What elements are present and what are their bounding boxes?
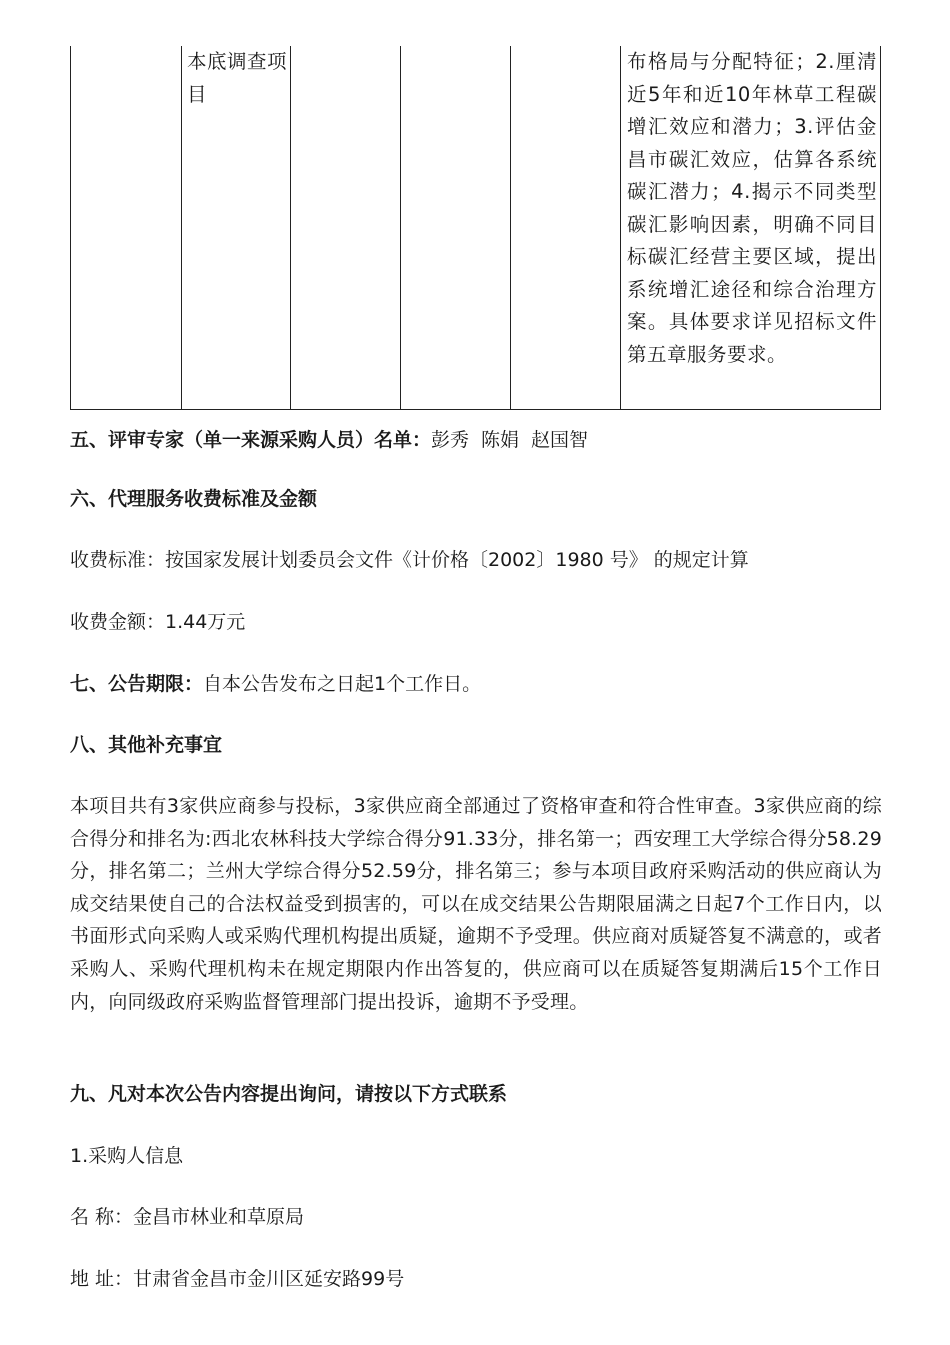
section7-paragraph [70,668,882,700]
expert-name: 赵国智 [531,429,589,451]
fee-standard: 收费标准：按国家发展计划委员会文件《计价格〔2002〕1980 号》 的规定计算 [70,549,749,571]
section8-body: 本项目共有3家供应商参与投标，3家供应商全部通过了资格审查和符合性审查。3家供应商的综合得分和排名为:西北农林科技大学综合得分91.33分，排名第一；西安理工大学综合得分58.29分，排名第二；兰州大学综合得分52.59分，排名第三；参与本项目政府采购活动的供应商认为成交结果使自己的合法权益受到损害的，可以在成交结果公告期限届满之日起7个工作日内，以书面形式向采购人或采购代理机构提出质疑，逾期不予受理。供应商对质疑答复不满意的，或者采购人、采购代理机构未在规定期限内作出答复的，供应商可以在质疑答复期满后15个工作日内，向同级政府采购监督管理部门提出投诉，逾期不予受理。 [70,795,882,1013]
requirements-cell: 布格局与分配特征；2.厘清近5年和近10年林草工程碳增汇效应和潜力；3.评估金昌市碳汇效应，估算各系统碳汇潜力；4.揭示不同类型碳汇影响因素，明确不同目标碳汇经营主要区域，提出系统增汇途径和综合治理方案。具体要求详见招标文件第五章服务要求。 [627,50,877,366]
section6-heading: 六、代理服务收费标准及金额 [70,488,318,510]
purchaser-info-title: 1.采购人信息 [70,1145,184,1167]
purchaser-name: 名 称：金昌市林业和草原局 [70,1206,305,1228]
section9-heading: 九、凡对本次公告内容提出询问，请按以下方式联系 [70,1083,508,1105]
notice-period: 自本公告发布之日起1个工作日。 [203,673,482,695]
table-col-divider [510,46,511,409]
section5-heading: 五、评审专家（单一来源采购人员）名单： [70,429,432,451]
table-col-divider [181,46,182,409]
section7-heading: 七、公告期限： [70,673,204,695]
project-table [70,46,881,410]
purchaser-address: 地 址：甘肃省金昌市金川区延安路99号 [70,1268,405,1290]
table-col-divider [620,46,621,409]
table-col-divider [290,46,291,409]
section5-paragraph [70,424,882,456]
fee-amount: 收费金额：1.44万元 [70,611,246,633]
table-col-divider [400,46,401,409]
section8-heading: 八、其他补充事宜 [70,734,223,756]
expert-name: 彭秀 [431,429,470,451]
project-name-cell: 本底调查项目 [187,50,288,106]
expert-name: 陈娟 [481,429,520,451]
